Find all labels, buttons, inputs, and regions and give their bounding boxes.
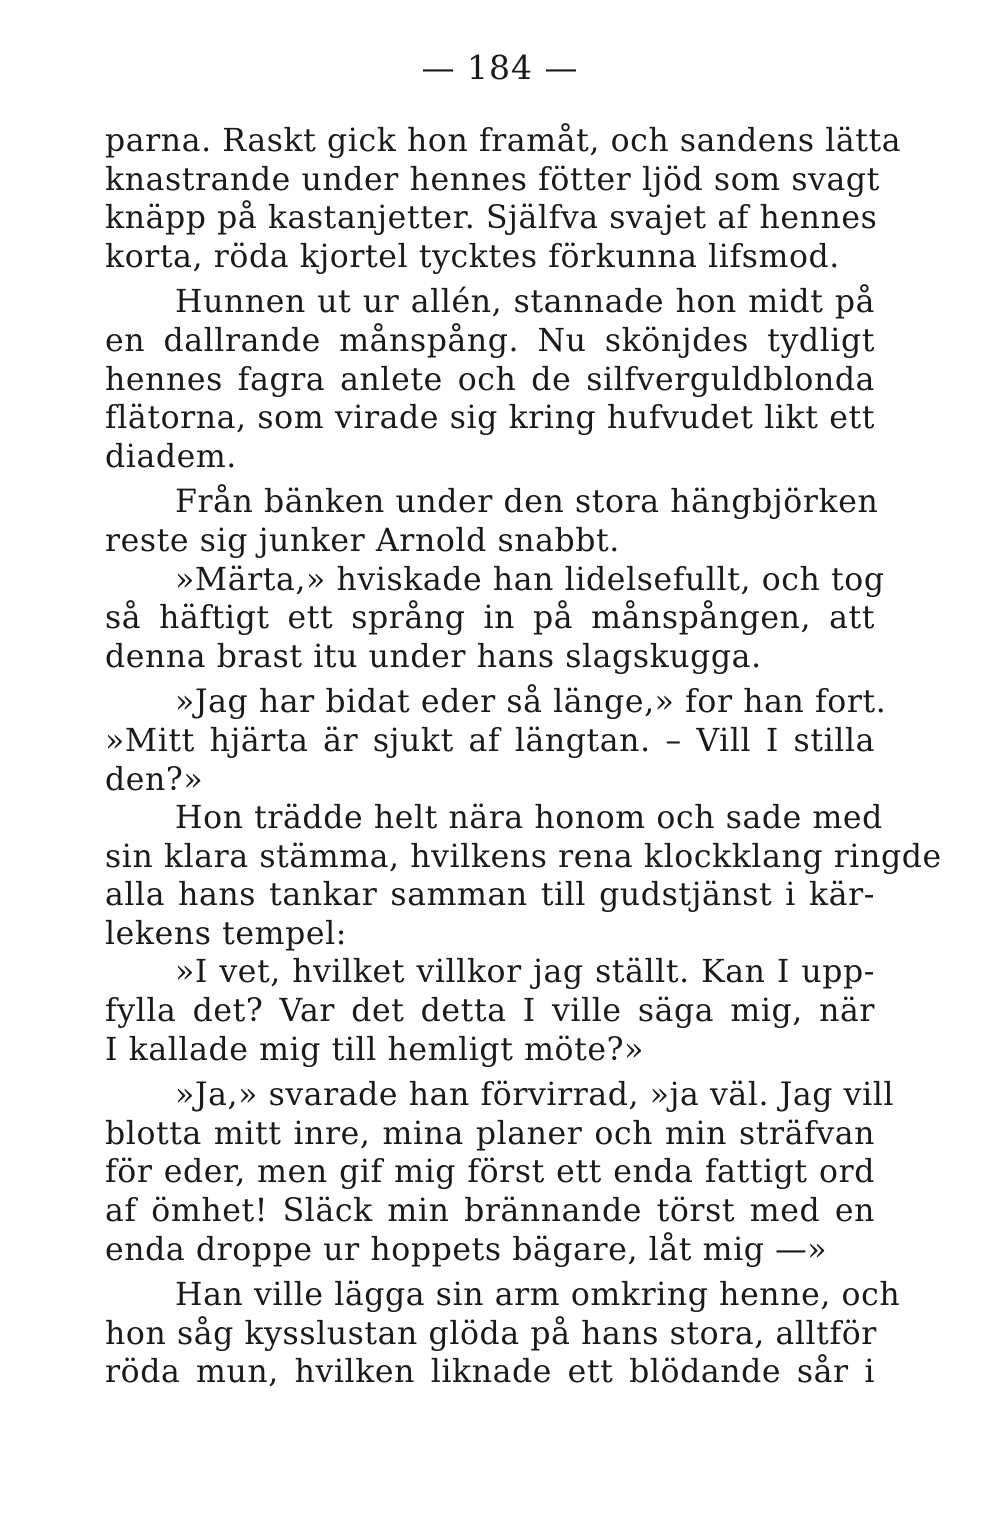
text-line: hon såg kysslustan glöda på hans stora, alltför <box>105 1315 877 1352</box>
text-line: parna. Raskt gick hon framåt, och sandens lätta <box>105 123 902 159</box>
text-line: Hunnen ut ur allén, stannade hon midt på <box>175 284 875 321</box>
paragraph-gap <box>105 1269 875 1276</box>
text-line: diadem. <box>105 438 237 475</box>
text-line: alla hans tankar samman till gudstjänst i kär- <box>105 877 875 914</box>
text-line: Hon trädde helt nära honom och sade med <box>175 800 883 837</box>
text-line: för eder, men gif mig först ett enda fattigt ord <box>105 1154 875 1191</box>
text-line: lekens tempel: <box>105 915 347 952</box>
text-line: enda droppe ur hoppets bägare, låt mig —» <box>105 1231 828 1268</box>
text-line: »Märta,» hviskade han lidelsefullt, och tog <box>175 561 885 598</box>
text-line: »Ja,» svarade han förvirrad, »ja väl. Jag vill <box>175 1077 895 1114</box>
text-line: knastrande under hennes fötter ljöd som svagt <box>105 161 880 198</box>
text-line: hennes fagra anlete och de silfverguldblonda <box>105 361 875 398</box>
text-line: knäpp på kastanjetter. Själfva svajet af hennes <box>105 200 878 237</box>
text-line: korta, röda kjortel tycktes förkunna lifsmod. <box>105 238 840 275</box>
paragraph-gap <box>105 476 875 483</box>
text-line: »Mitt hjärta är sjukt af längtan. – Vill I stilla <box>105 722 875 759</box>
text-line: af ömhet! Släck min brännande törst med en <box>105 1193 875 1230</box>
text-line: blotta mitt inre, mina planer och min sträfvan <box>105 1115 875 1152</box>
text-line: en dallrande månspång. Nu skönjdes tydligt <box>105 322 875 359</box>
text-line: I kallade mig till hemligt möte?» <box>105 1031 644 1068</box>
text-line: så häftigt ett språng in på månspången, att <box>105 600 875 637</box>
text-line: Han ville lägga sin arm omkring henne, och <box>175 1277 901 1314</box>
text-line: den?» <box>105 761 204 798</box>
text-line: sin klara stämma, hvilkens rena klockklang ringde <box>105 838 942 875</box>
text-line: reste sig junker Arnold snabbt. <box>105 522 620 559</box>
body-text <box>105 122 942 1392</box>
paragraph-gap <box>105 276 875 283</box>
text-line: »Jag har bidat eder så länge,» for han fort. <box>175 684 887 721</box>
paragraph-gap <box>105 1069 875 1076</box>
text-line: fylla det? Var det detta I ville säga mig, när <box>105 993 875 1030</box>
text-line: flätorna, som virade sig kring hufvudet likt ett <box>105 400 875 437</box>
text-line: denna brast itu under hans slagskugga. <box>105 638 762 675</box>
paragraph-gap <box>105 676 875 683</box>
text-line: röda mun, hvilken liknade ett blödande sår i <box>105 1354 875 1391</box>
text-line: Från bänken under den stora hängbjörken <box>175 484 879 521</box>
page-number: — 184 — <box>421 48 579 87</box>
text-line: »I vet, hvilket villkor jag ställt. Kan I upp- <box>175 954 875 991</box>
